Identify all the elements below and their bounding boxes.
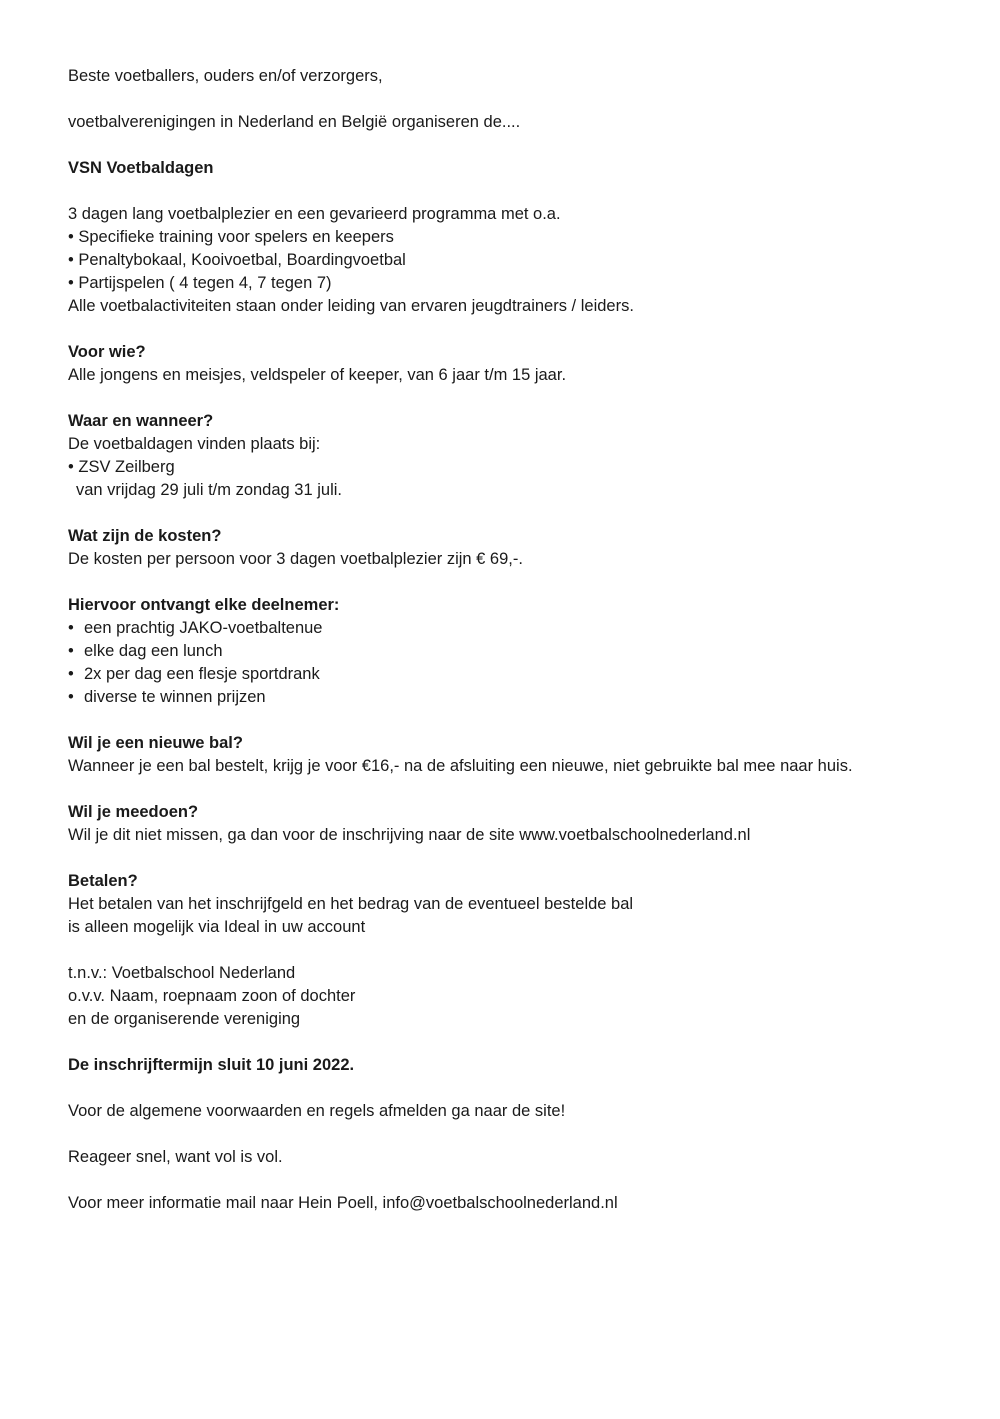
list-item: • elke dag een lunch bbox=[68, 640, 948, 663]
costs-text: De kosten per persoon voor 3 dagen voetbalplezier zijn € 69,-. bbox=[68, 550, 523, 568]
program-item: • Penaltybokaal, Kooivoetbal, Boardingvoetbal bbox=[68, 251, 406, 269]
list-item: • 2x per dag een flesje sportdrank bbox=[68, 663, 948, 686]
bullet: • bbox=[68, 642, 74, 660]
where-dates: van vrijdag 29 juli t/m zondag 31 juli. bbox=[76, 481, 342, 499]
pay-tnv: t.n.v.: Voetbalschool Nederland bbox=[68, 964, 296, 982]
list-item: • een prachtig JAKO-voetbaltenue bbox=[68, 617, 948, 640]
receives-heading: Hiervoor ontvangt elke deelnemer: bbox=[68, 596, 340, 614]
bullet: • bbox=[68, 619, 74, 637]
pay-line-1: Het betalen van het inschrijfgeld en het bedrag van de eventueel bestelde bal bbox=[68, 895, 634, 913]
who-text: Alle jongens en meisjes, veldspeler of keeper, van 6 jaar t/m 15 jaar. bbox=[68, 366, 567, 384]
contact-text: Voor meer informatie mail naar Hein Poell, info@voetbalschoolnederland.nl bbox=[68, 1194, 618, 1212]
intro-text: voetbalverenigingen in Nederland en België organiseren de.... bbox=[68, 113, 521, 131]
letter-body bbox=[68, 65, 948, 1215]
event-title: VSN Voetbaldagen bbox=[68, 159, 214, 177]
pay-ovv: o.v.v. Naam, roepnaam zoon of dochter bbox=[68, 987, 356, 1005]
program-note: Alle voetbalactiviteiten staan onder leiding van ervaren jeugdtrainers / leiders. bbox=[68, 297, 634, 315]
bullet: • bbox=[68, 688, 74, 706]
pay-heading: Betalen? bbox=[68, 872, 138, 890]
where-heading: Waar en wanneer? bbox=[68, 412, 214, 430]
join-heading: Wil je meedoen? bbox=[68, 803, 199, 821]
terms-text: Voor de algemene voorwaarden en regels afmelden ga naar de site! bbox=[68, 1102, 566, 1120]
who-heading: Voor wie? bbox=[68, 343, 146, 361]
join-text: Wil je dit niet missen, ga dan voor de inschrijving naar de site www.voetbalschoolnederland.nl bbox=[68, 826, 751, 844]
pay-line-2: is alleen mogelijk via Ideal in uw account bbox=[68, 918, 366, 936]
greeting: Beste voetballers, ouders en/of verzorgers, bbox=[68, 67, 383, 85]
ball-heading: Wil je een nieuwe bal? bbox=[68, 734, 243, 752]
pay-club: en de organiserende vereniging bbox=[68, 1010, 301, 1028]
program-intro: 3 dagen lang voetbalplezier en een gevarieerd programma met o.a. bbox=[68, 205, 561, 223]
where-text: De voetbaldagen vinden plaats bij: bbox=[68, 435, 321, 453]
deadline: De inschrijftermijn sluit 10 juni 2022. bbox=[68, 1056, 355, 1074]
costs-heading: Wat zijn de kosten? bbox=[68, 527, 222, 545]
ball-text: Wanneer je een bal bestelt, krijg je voor €16,- na de afsluiting een nieuwe, niet gebruikte bal mee naar huis. bbox=[68, 757, 853, 775]
hurry-text: Reageer snel, want vol is vol. bbox=[68, 1148, 283, 1166]
program-item: • Specifieke training voor spelers en keepers bbox=[68, 228, 394, 246]
bullet: • bbox=[68, 665, 74, 683]
program-item: • Partijspelen ( 4 tegen 4, 7 tegen 7) bbox=[68, 274, 332, 292]
list-item: • diverse te winnen prijzen bbox=[68, 686, 948, 709]
where-location: • ZSV Zeilberg bbox=[68, 458, 175, 476]
